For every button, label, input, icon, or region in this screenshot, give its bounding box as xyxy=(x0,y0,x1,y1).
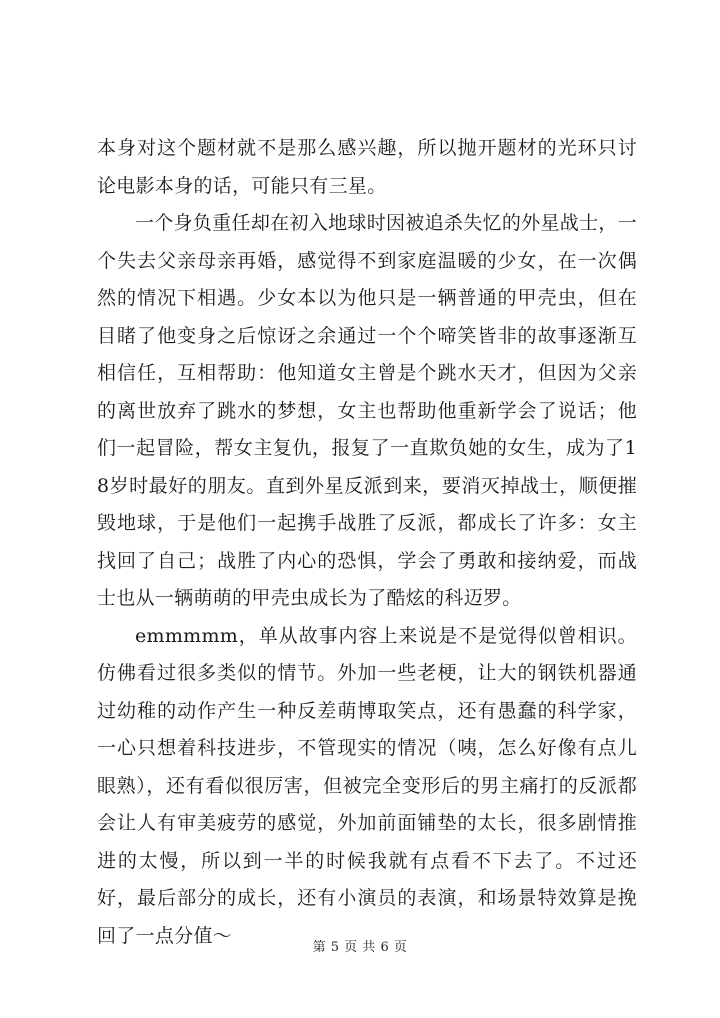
paragraph-review: emmmmm，单从故事内容上来说是不是觉得似曾相识。仿佛看过很多类似的情节。外加一些老梗，让大的钢铁机器通过幼稚的动作产生一种反差萌博取笑点，还有愚蠢的科学家，一心只想着科技进步，不管现实的情况（咦，怎么好像有点儿眼熟），还有看似很厉害，但被完全变形后的男主痛打的反派都会让人有审美疲劳的感觉，外加前面铺垫的太长，很多剧情推进的太慢，所以到一半的时候我就有点看不下去了。不过还好，最后部分的成长，还有小演员的表演，和场景特效算是挽回了一点分值～ xyxy=(97,624,637,947)
body-text xyxy=(97,130,637,955)
paragraph-continuation: 本身对这个题材就不是那么感兴趣，所以抛开题材的光环只讨论电影本身的话，可能只有三星。 xyxy=(97,137,637,197)
paragraph-plot-summary: 一个身负重任却在初入地球时因被追杀失忆的外星战士，一个失去父亲母亲再婚，感觉得不到家庭温暖的少女，在一次偶然的情况下相遇。少女本以为他只是一辆普通的甲壳虫，但在目睹了他变身之后惊讶之余通过一个个啼笑皆非的故事逐渐互相信任，互相帮助：他知道女主曾是个跳水天才，但因为父亲的离世放弃了跳水的梦想，女主也帮助他重新学会了说话；他们一起冒险，帮女主复仇，报复了一直欺负她的女生，成为了18岁时最好的朋友。直到外星反派到来，要消灭掉战士，顺便摧毁地球，于是他们一起携手战胜了反派，都成长了许多：女主找回了自己；战胜了内心的恐惧，学会了勇敢和接纳爱，而战士也从一辆萌萌的甲壳虫成长为了酷炫的科迈罗。 xyxy=(97,212,637,609)
page-footer xyxy=(0,936,720,955)
page-number: 第 5 页 共 6 页 xyxy=(312,940,408,955)
